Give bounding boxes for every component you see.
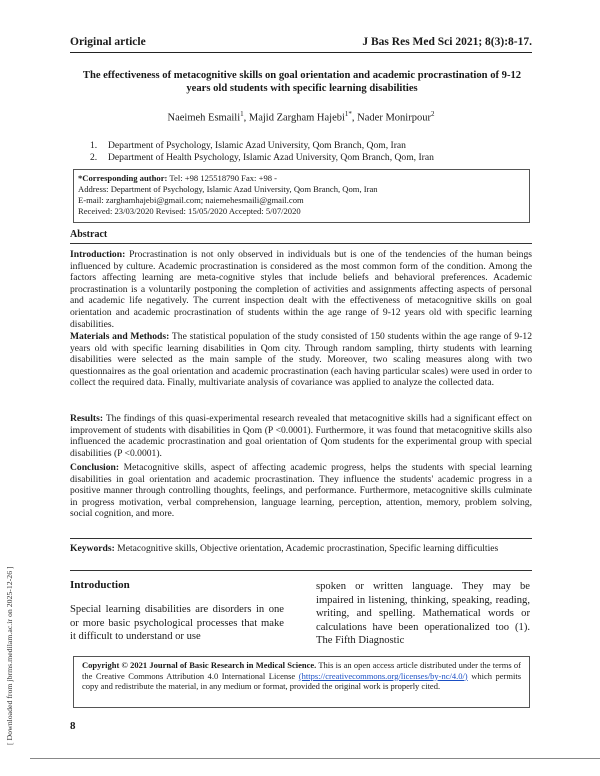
- abstract-divider: [70, 243, 532, 244]
- corresponding-author-box: [73, 169, 530, 223]
- header-divider: [70, 52, 532, 53]
- author-name: Majid Zargham Hajebi: [248, 112, 345, 124]
- journal-citation: J Bas Res Med Sci 2021; 8(3):8-17.: [362, 36, 532, 48]
- author-affil-mark: 2: [430, 110, 435, 118]
- author-affil-mark: 1*: [344, 110, 352, 118]
- corresponding-label: *Corresponding author:: [78, 173, 168, 183]
- copyright-label: Copyright © 2021 Journal of Basic Research in Medical Science.: [82, 660, 317, 670]
- affiliation-number: 1.: [90, 140, 98, 151]
- copyright-text: This is an open access article distributed under the terms of the Creative Commons Attribution 4.0 International License: [82, 660, 521, 681]
- abstract-conclusion: [70, 462, 532, 520]
- keywords-divider-bottom: [70, 570, 532, 571]
- article-type: Original article: [70, 36, 146, 48]
- abstract-conclusion-text: Metacognitive skills, aspect of affecting academic progress, helps the students with special learning disabilities in goal orientation and academic procrastination. They influence the students' academic progress in a positive manner through controlling thoughts, feelings, and performance. Furthermore, metacognitive skills culminate in progress motivation, verbal comprehension, language learning, perception, attention, memory, problem solving, social cognition, and more.: [70, 462, 532, 520]
- copyright-box: [73, 656, 530, 708]
- affiliation-text: Department of Health Psychology, Islamic Azad University, Qom Branch, Qom, Iran: [108, 152, 434, 163]
- abstract-heading: Abstract: [70, 229, 108, 240]
- keywords-label: Keywords:: [70, 543, 115, 554]
- abstract-results: [70, 413, 532, 459]
- corresponding-email: E-mail: zarghamhajebi@gmail.com; naiemehesmaili@gmail.com: [78, 195, 304, 205]
- keywords-text: Metacognitive skills, Objective orientation, Academic procrastination, Specific learning difficulties: [117, 543, 499, 554]
- abstract-methods-label: Materials and Methods:: [70, 331, 170, 342]
- article-dates: Received: 23/03/2020 Revised: 15/05/2020 Accepted: 5/07/2020: [78, 206, 301, 216]
- keywords: [70, 543, 532, 555]
- abstract-conclusion-label: Conclusion:: [70, 462, 120, 473]
- abstract-methods: [70, 331, 532, 389]
- affiliation-item: [90, 140, 530, 152]
- author-affil-mark: 1: [240, 110, 244, 118]
- introduction-heading: Introduction: [70, 579, 130, 591]
- corresponding-phone: Tel: +98 125518790 Fax: +98 -: [169, 173, 278, 183]
- article-title: The effectiveness of metacognitive skills on goal orientation and academic procrastination of 9-12 years old students with specific learning disabilities: [82, 70, 522, 94]
- affiliation-list: [90, 140, 530, 164]
- footer-divider: [30, 758, 600, 759]
- abstract-results-label: Results:: [70, 413, 104, 424]
- download-watermark: [ Downloaded from jbrms.medilam.ac.ir on 2025-12-26 ]: [5, 566, 14, 745]
- affiliation-item: [90, 152, 530, 164]
- abstract-results-text: The findings of this quasi-experimental research revealed that metacognitive skills had a significant effect on improvement of students with disabilities in Qom (P <0.0001). Furthermore, it was found that metacognitive skills also influenced the academic procrastination and goal orientation of Qom students for the experimental group with special disabilities (P <0.0001).: [70, 413, 532, 459]
- author-list: Naeimeh Esmaili$^1$, Majid Zargham Hajebi$^{1*}$, Nader Monirpour$^2$: [167, 110, 435, 124]
- copyright-text-2: which permits copy and redistribute the material, in any medium or format, provided the original work is properly cited.: [82, 670, 522, 692]
- corresponding-address: Address: Department of Psychology, Islamic Azad University, Qom Branch, Qom, Iran: [78, 184, 378, 194]
- abstract-intro-text: Procrastination is not only observed in individuals but is one of the tendencies of the human beings influenced by culture. Academic procrastination is considered as the most common form of the condition. Among the factors affecting learning are meta-cognitive styles that include beliefs and behavioral preferences. Academic procrastination is a voluntarily postponing the completion of activities and assignments affecting aspects of personal and academic life negatively. The current inspection dealt with the effectiveness of metacognitive skills on goal orientation and academic procrastination of students within the age range of 9-12 years old with specific learning disabilities.: [70, 249, 532, 330]
- author-name: Naeimeh Esmaili: [167, 112, 241, 124]
- page-number: 8: [70, 720, 76, 732]
- abstract-intro-label: Introduction:: [70, 249, 126, 260]
- abstract-introduction: [70, 249, 532, 330]
- affiliation-number: 2.: [90, 152, 98, 163]
- license-link[interactable]: (https://creativecommons.org/licenses/by-nc/4.0/): [298, 670, 468, 681]
- affiliation-text: Department of Psychology, Islamic Azad University, Qom Branch, Qom, Iran: [108, 140, 406, 151]
- introduction-left-column: Special learning disabilities are disorders in one or more basic psychological processes that make it difficult to understand or use: [70, 604, 284, 643]
- author-name: Nader Monirpour: [357, 112, 431, 124]
- introduction-right-column: spoken or written language. They may be impaired in listening, thinking, speaking, reading, writing, and spelling. Mathematical words or calculations have been operationalized too (1). The Fifth Diagnostic: [316, 581, 530, 647]
- abstract-methods-text: The statistical population of the study consisted of 150 students within the age range of 9-12 years old with specific learning disabilities in Qom city. Through random sampling, thirty students with learning disabilities were selected as the main sample of the study. Moreover, two scaling measures along with two questionnaires as the goal orientation and academic procrastination (each having particular scales) were used in order to collect the required data. Finally, multivariate analysis of covariance was applied to analyze the collected data.: [70, 331, 532, 389]
- keywords-divider-top: [70, 538, 532, 539]
